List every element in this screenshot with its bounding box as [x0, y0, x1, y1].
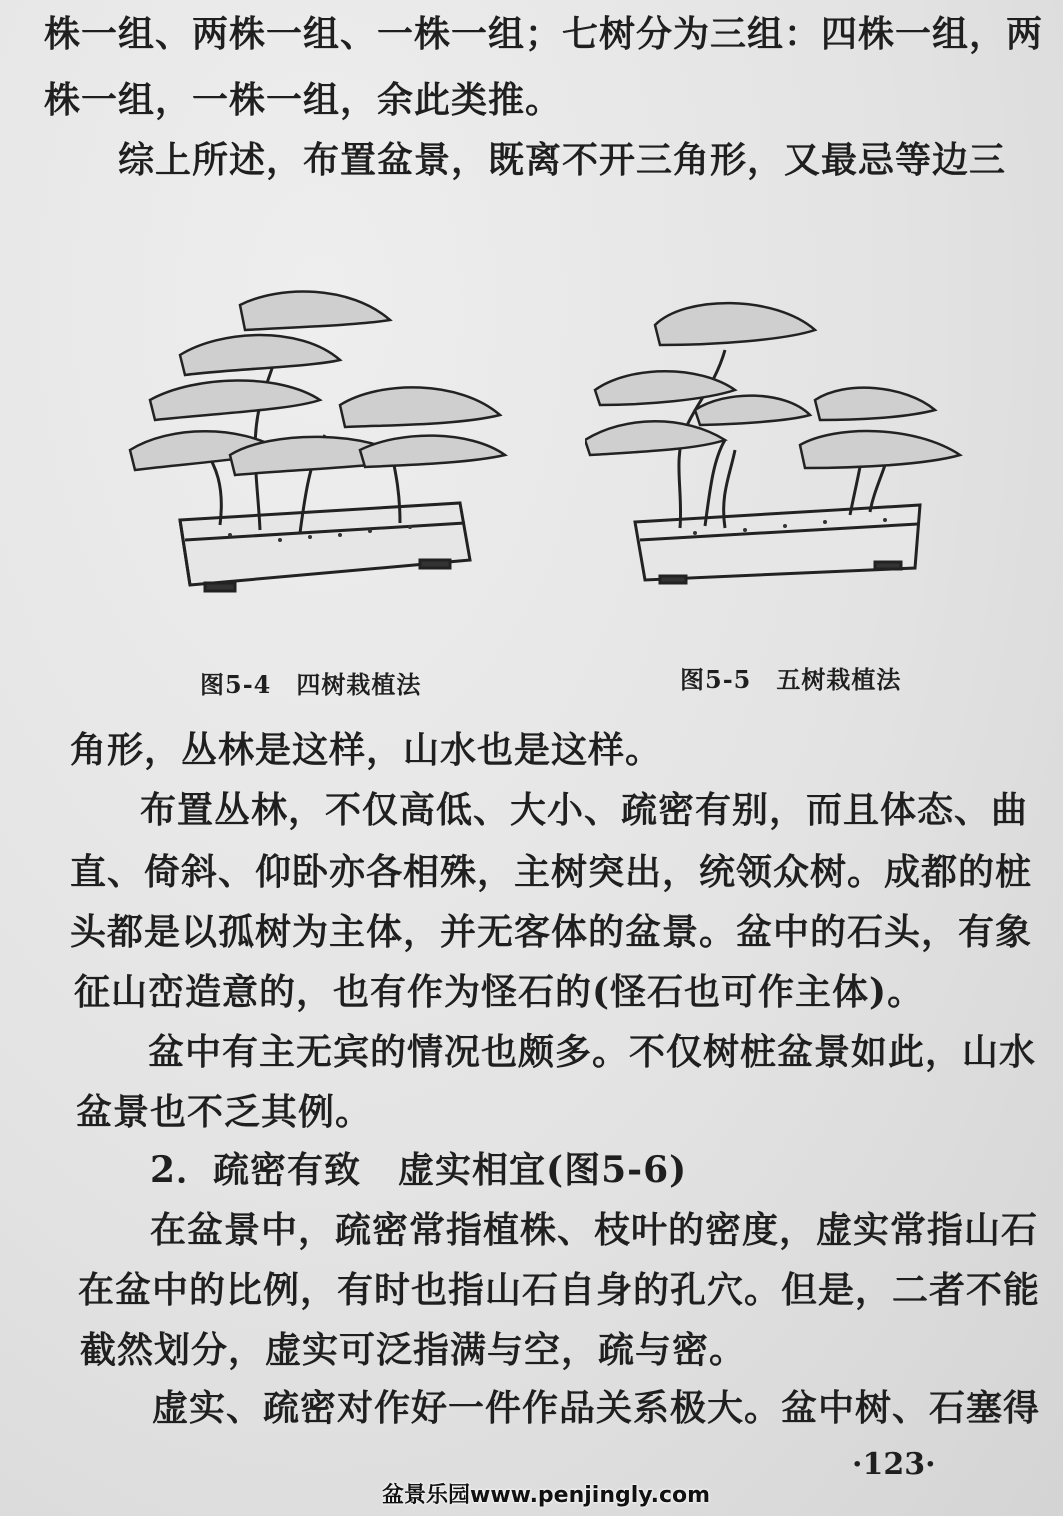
figure-4-caption: 图5-4 四树栽植法 — [200, 670, 422, 699]
page-number: ·123· — [852, 1447, 936, 1482]
figure-5-tree-bonsai — [585, 290, 970, 590]
text-line-14: 虚实、疏密对作好一件作品关系极大。盆中树、石塞得 — [152, 1387, 1041, 1429]
text-line-13: 截然划分，虚实可泛指满与空，疏与密。 — [80, 1329, 747, 1371]
text-line-12: 在盆中的比例，有时也指山石自身的孔穴。但是，二者不能 — [78, 1269, 1041, 1311]
text-line-9: 盆中有主无宾的情况也颇多。不仅树桩盆景如此，山水 — [148, 1031, 1037, 1073]
text-line-4: 角形，丛林是这样，山水也是这样。 — [70, 729, 663, 771]
text-line-6: 直、倚斜、仰卧亦各相殊，主树突出，统领众树。成都的桩 — [70, 851, 1033, 893]
text-line-1: 株一组、两株一组、一株一组；七树分为三组：四株一组，两 — [44, 13, 1044, 55]
text-line-11: 在盆景中，疏密常指植株、枝叶的密度，虚实常指山石 — [150, 1209, 1039, 1251]
figure-5-caption: 图5-5 五树栽植法 — [680, 665, 902, 694]
text-line-5: 布置丛林，不仅高低、大小、疏密有别，而且体态、曲 — [140, 789, 1029, 831]
text-line-7: 头都是以孤树为主体，并无客体的盆景。盆中的石头，有象 — [70, 911, 1033, 953]
text-line-10: 盆景也不乏其例。 — [76, 1091, 373, 1133]
section-heading: 2．疏密有致 虚实相宜(图5-6) — [150, 1149, 688, 1191]
text-line-2: 株一组，一株一组，余此类推。 — [44, 79, 563, 121]
site-watermark: 盆景乐园www.penjingly.com — [382, 1483, 711, 1508]
figure-4-tree-bonsai — [110, 285, 520, 610]
text-line-3: 综上所述，布置盆景，既离不开三角形，又最忌等边三 — [118, 139, 1007, 181]
text-line-8: 征山峦造意的，也有作为怪石的(怪石也可作主体)。 — [74, 971, 925, 1013]
